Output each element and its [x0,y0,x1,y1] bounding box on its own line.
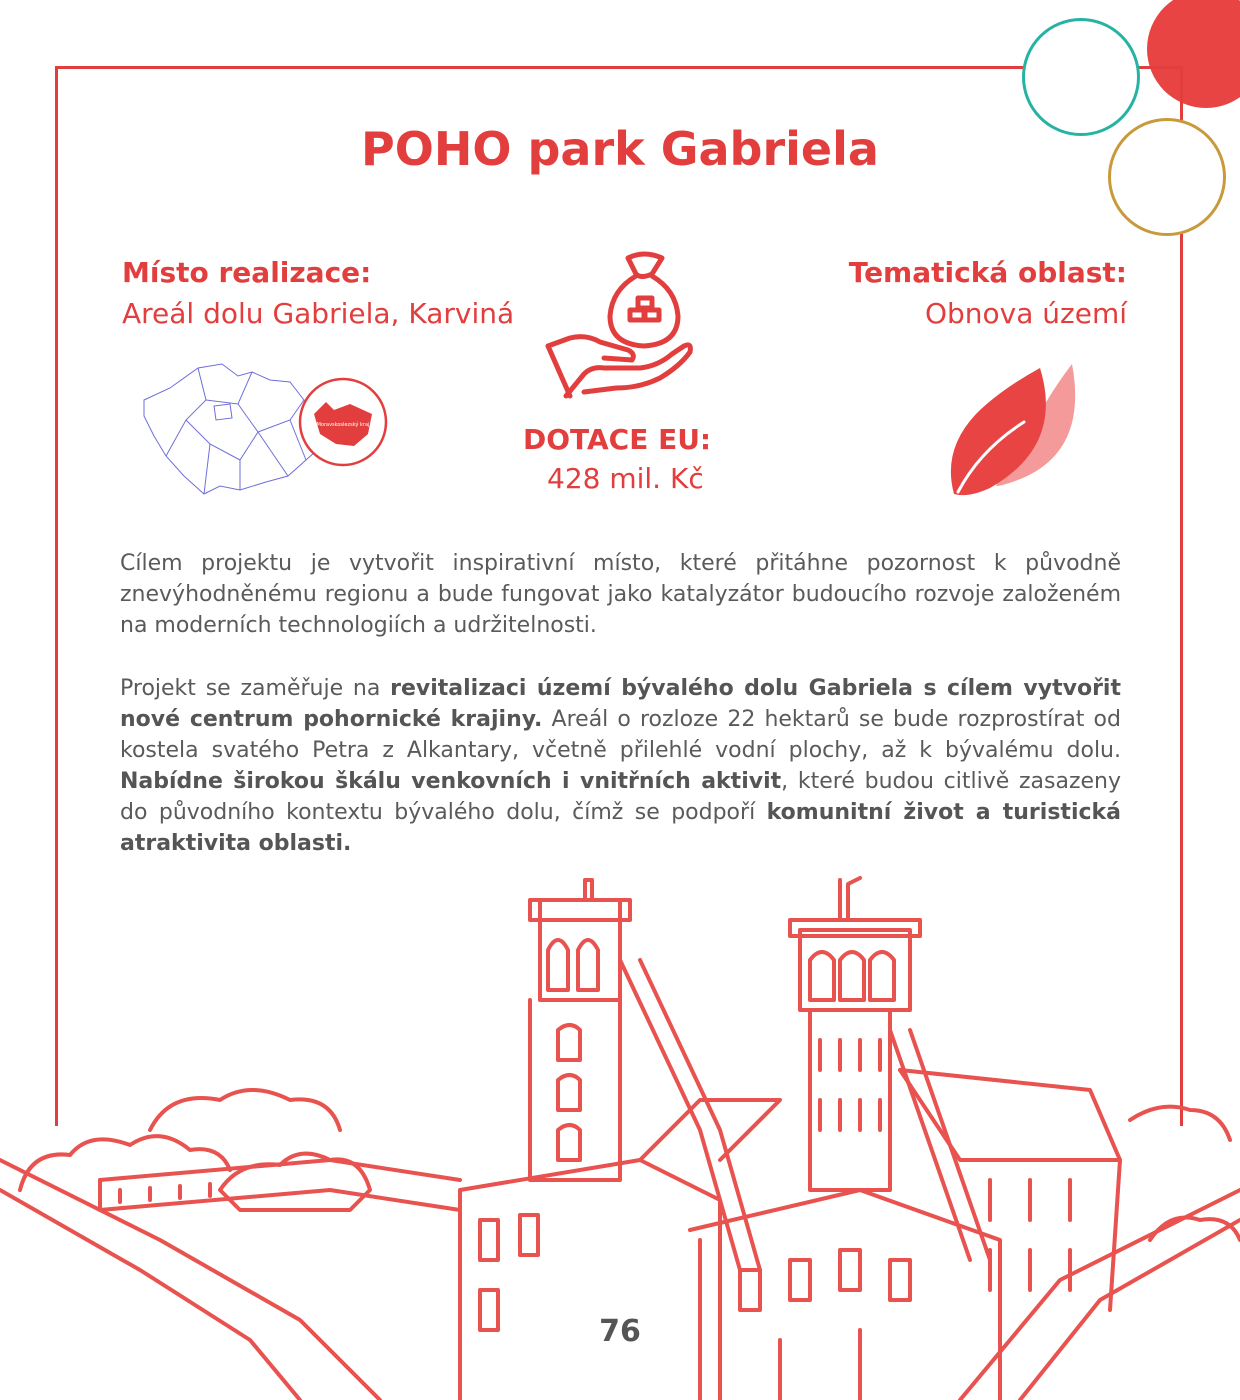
detail-bold-3: komunitní život a turistická atraktivita oblasti. [120,800,1121,856]
detail-bold-2: Nabídne širokou škálu venkovních i vnitřních aktivit [120,769,782,794]
detail-bold-1: revitalizaci území bývalého dolu Gabriela s cílem vytvořit nové centrum pohornické krajiny. [120,676,1121,732]
detail-text-3: , které budou citlivě zasazeny do původního kontextu bývalého dolu, čímž se podpoří [120,769,1122,825]
theme-value: Obnova území [924,297,1127,330]
page-title: POHO park Gabriela [361,122,879,176]
money-bag-hand-icon [540,250,700,405]
detail-text-2: Areál o rozloze 22 hektarů se bude rozprostírat od kostela svatého Petra z Alkantary, včetně přilehlé vodní plochy, až k bývalému dolu. [120,707,1121,763]
location-value: Areál dolu Gabriela, Karviná [122,297,515,330]
page-number: 76 [590,1308,650,1356]
subsidy-value: 428 mil. Kč [547,462,704,495]
decor-circle-teal [1022,18,1140,136]
subsidy-label: DOTACE EU: [523,423,712,456]
intro-paragraph: Cílem projektu je vytvořit inspirativní místo, které přitáhne pozornost k původně znevýhodněnému regionu a bude fungovat jako katalyzátor budoucího rozvoje založeném na moderních technologiích a udržitelnosti. [120,551,1121,638]
location-label: Místo realizace: [122,256,372,289]
map-region-label: Moravskoslezský kraj [316,422,370,428]
czech-republic-map [140,360,395,500]
detail-paragraph [120,673,1121,859]
detail-text-1: Projekt se zaměřuje na [120,676,391,701]
leaf-icon [940,360,1090,500]
theme-label: Tematická oblast: [848,256,1127,289]
